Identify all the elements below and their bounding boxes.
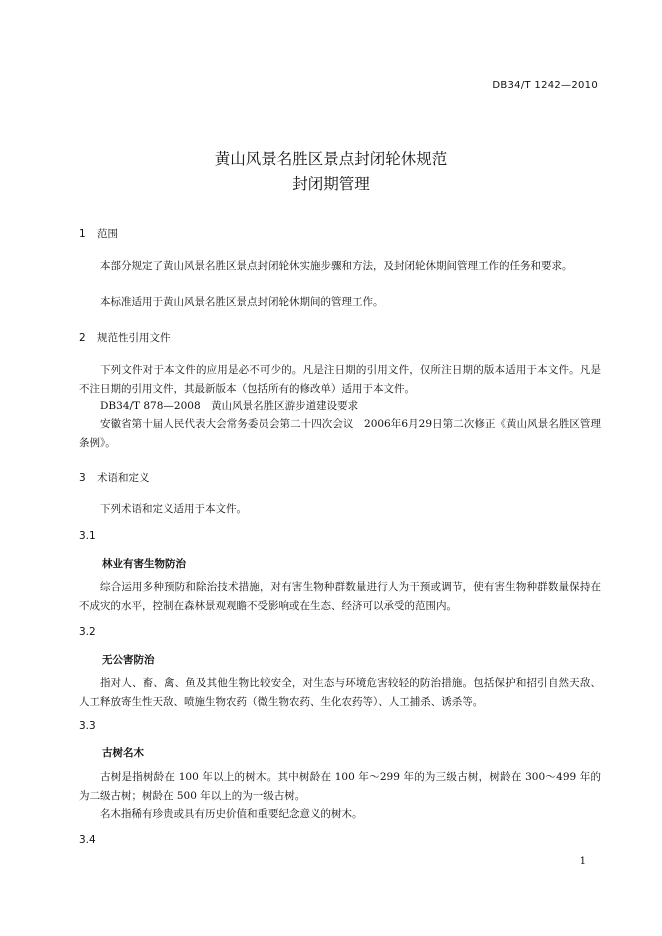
section-title: 范围 [97, 228, 118, 240]
section-heading [79, 470, 150, 485]
paragraph: 综合运用多种预防和除治技术措施，对有害生物种群数量进行人为干预或调节，使有害生物种群数量保持在不成灾的水平，控制在森林景观观瞻不受影响或在生态、经济可以承受的范围内。 [79, 581, 601, 612]
paragraph: 古树是指树龄在 100 年以上的树木。其中树龄在 100 年～299 年的为三级古树，树龄在 300～499 年的为二级古树；树龄在 500 年以上的为一级古树。 [79, 771, 601, 802]
document-title: 黄山风景名胜区景点封闭轮休规范 [214, 150, 448, 168]
paragraph: 指对人、畜、禽、鱼及其他生物比较安全，对生态与环境危害较轻的防治措施。包括保护和招引自然天敌、人工释放寄生性天敌、喷施生物农药（微生物农药、生化农药等）、人工捕杀、诱杀等。 [79, 677, 601, 708]
term-number: 3.3 [79, 720, 96, 732]
document-code: DB34/T 1242—2010 [492, 80, 598, 91]
term-number: 3.4 [79, 834, 96, 846]
term-name: 无公害防治 [102, 654, 155, 666]
section-heading [79, 330, 171, 345]
section-heading [79, 226, 118, 241]
term-name: 林业有害生物防治 [102, 558, 186, 570]
section-number: 1 [79, 228, 86, 240]
paragraph: 本部分规定了黄山风景名胜区景点封闭轮休实施步骤和方法，及封闭轮休期间管理工作的任务和要求。 [100, 260, 573, 272]
section-title: 术语和定义 [97, 472, 150, 484]
term-number: 3.1 [79, 530, 96, 542]
term-name: 古树名木 [102, 747, 144, 759]
document-subtitle: 封闭期管理 [292, 175, 370, 193]
section-number: 2 [79, 332, 86, 344]
term-number: 3.2 [79, 626, 96, 638]
paragraph: 安徽省第十届人民代表大会常务委员会第二十四次会议 2006年6月29日第二次修正《黄山风景名胜区管理条例》。 [79, 418, 601, 449]
section-number: 3 [79, 472, 86, 484]
page-number: 1 [579, 856, 586, 867]
paragraph: DB34/T 878—2008 黄山风景名胜区游步道建设要求 [100, 400, 359, 412]
paragraph: 下列文件对于本文件的应用是必不可少的。凡是注日期的引用文件，仅所注日期的版本适用于本文件。凡是不注日期的引用文件，其最新版本（包括所有的修改单）适用于本文件。 [79, 364, 601, 395]
paragraph: 下列术语和定义适用于本文件。 [100, 503, 247, 515]
paragraph: 本标准适用于黄山风景名胜区景点封闭轮休期间的管理工作。 [100, 296, 384, 308]
paragraph: 名木指稀有珍贵或具有历史价值和重要纪念意义的树木。 [100, 808, 363, 820]
section-title: 规范性引用文件 [97, 332, 171, 344]
